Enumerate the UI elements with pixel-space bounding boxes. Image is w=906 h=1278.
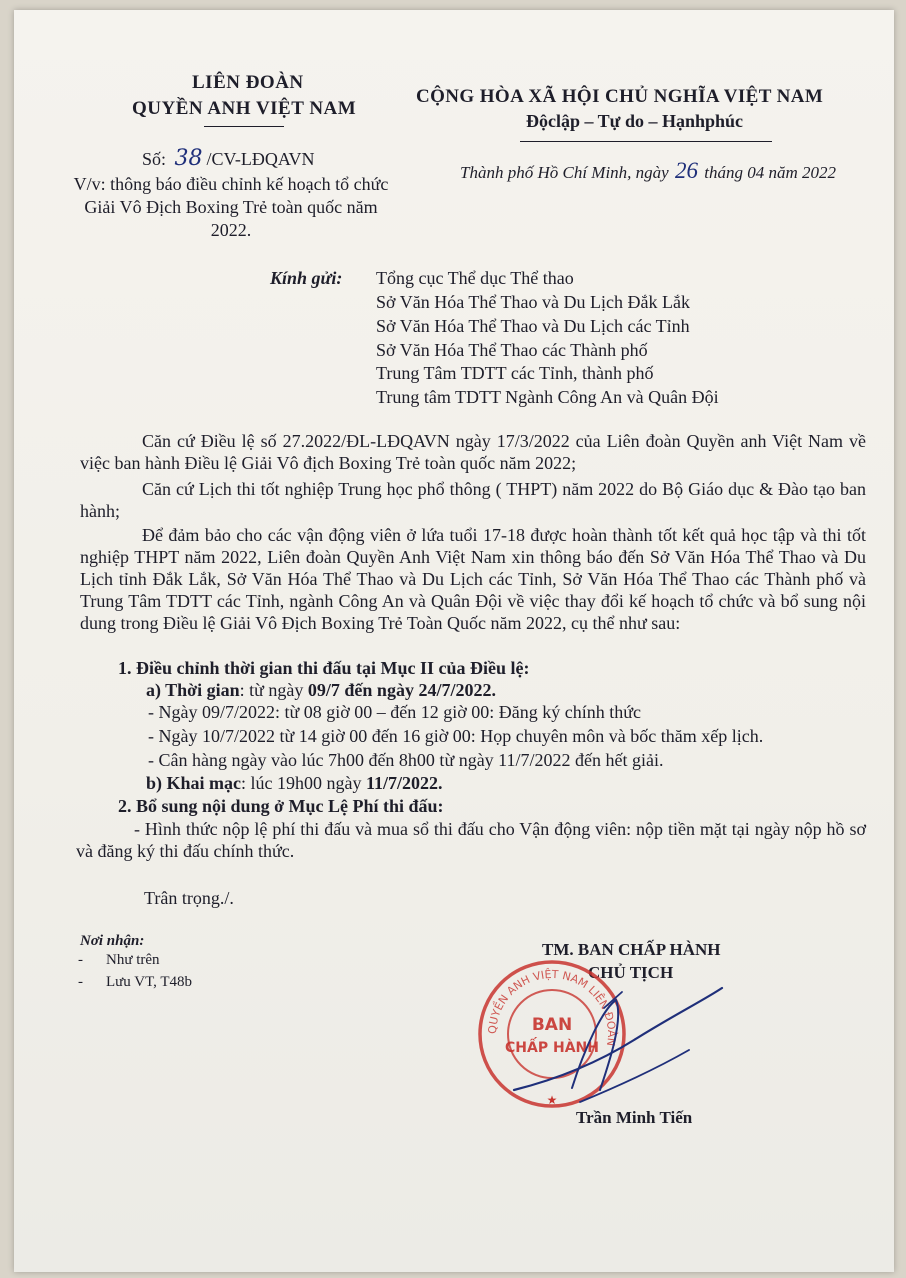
date-suffix: tháng 04 năm 2022 (704, 163, 836, 182)
schedule-line: - Ngày 09/7/2022: từ 08 giờ 00 – đến 12 giờ 00: Đăng ký chính thức (148, 702, 641, 722)
seal-center-line2: CHẤP HÀNH (505, 1040, 599, 1056)
recipient-item: Sở Văn Hóa Thể Thao các Thành phố (376, 340, 648, 360)
paragraph-legal-basis-2: Căn cứ Lịch thi tốt nghiệp Trung học phổ thông ( THPT) năm 2022 do Bộ Giáo dục & Đào tạo ban hành; (80, 479, 866, 521)
recipients-list-item: - Lưu VT, T48b (78, 974, 193, 990)
recipients-list-title: Nơi nhận: (80, 933, 145, 949)
recipient-item: Sở Văn Hóa Thể Thao và Du Lịch các Tỉnh (376, 316, 690, 336)
section-2-title: 2. Bổ sung nội dung ở Mục Lệ Phí thi đấu: (118, 796, 444, 816)
org-name-line1: LIÊN ĐOÀN (192, 72, 304, 93)
section-1b: b) Khai mạc: lúc 19h00 ngày 11/7/2022. (146, 773, 443, 793)
closing-text: Trân trọng./. (144, 888, 234, 908)
signature-role: CHỦ TỊCH (588, 963, 674, 982)
paragraph-legal-basis-1: Căn cứ Điều lệ số 27.2022/ĐL-LĐQAVN ngày 17/3/2022 của Liên đoàn Quyền anh Việt Nam về việc ban hành Điều lệ Giải Vô địch Boxing Trẻ toàn quốc năm 2022; (80, 431, 866, 473)
section-1a: a) Thời gian: từ ngày 09/7 đến ngày 24/7/2022. (146, 680, 496, 700)
document-page (14, 10, 894, 1272)
schedule-line: - Ngày 10/7/2022 từ 14 giờ 00 đến 16 giờ 00: Họp chuyên môn và bốc thăm xếp lịch. (148, 726, 764, 746)
document-subject: V/v: thông báo điều chỉnh kế hoạch tổ chức Giải Vô Địch Boxing Trẻ toàn quốc năm 2022. (73, 174, 389, 240)
seal-ring-text: QUYỀN ANH VIỆT NAM LIÊN ĐOÀN (485, 967, 619, 1047)
seal-star-icon: ★ (546, 1093, 558, 1107)
document-number-suffix: /CV-LĐQAVN (206, 149, 315, 169)
recipient-item: Trung Tâm TDTT các Tỉnh, thành phố (376, 363, 654, 383)
document-date (460, 158, 836, 184)
motto-underline (520, 141, 772, 142)
paragraph-purpose: Để đảm bảo cho các vận động viên ở lứa tuổi 17-18 được hoàn thành tốt kết quả học tập và thi tốt nghiệp THPT năm 2022, Liên đoàn Quyền Anh Việt Nam xin thông báo đến Sở Văn Hóa Thể Thao và Du Lịch tỉnh Đắk Lắk, Sở Văn Hóa Thể Thao và Du Lịch các Tỉnh, Sở Văn Hóa Thể Thao các Thành phố và Trung Tâm TDTT các Tỉnh, ngành Công An và Quân Đội về việc thay đổi kế hoạch tổ chức và bổ sung nội dung trong Điều lệ Giải Vô Địch Boxing Trẻ Toàn Quốc năm 2022, cụ thể như sau: (80, 525, 866, 633)
org-underline (204, 126, 284, 127)
handwritten-signature (484, 967, 744, 1120)
schedule-line: - Cân hàng ngày vào lúc 7h00 đến 8h00 từ ngày 11/7/2022 đến hết giải. (148, 750, 664, 770)
recipient-item: Tổng cục Thể dục Thể thao (376, 268, 574, 288)
recipients-list-item: - Như trên (78, 952, 160, 968)
signature-title: TM. BAN CHẤP HÀNH (542, 940, 721, 959)
signer-name: Trần Minh Tiến (576, 1108, 693, 1127)
national-motto: Độclập – Tự do – Hạnhphúc (526, 111, 744, 131)
recipients-label: Kính gửi: (270, 268, 343, 288)
document-number-handwritten: 38 (174, 146, 203, 171)
recipient-item: Sở Văn Hóa Thể Thao và Du Lịch Đắk Lắk (376, 292, 690, 312)
seal-center-line1: BAN (531, 1015, 573, 1035)
document-number (142, 146, 315, 171)
document-number-prefix: Số: (142, 149, 167, 169)
national-title: CỘNG HÒA XÃ HỘI CHỦ NGHĨA VIỆT NAM (416, 86, 824, 107)
date-prefix: Thành phố Hồ Chí Minh, ngày (460, 163, 669, 182)
section-1-title: 1. Điều chỉnh thời gian thi đấu tại Mục II của Điều lệ: (118, 658, 530, 678)
recipient-item: Trung tâm TDTT Ngành Công An và Quân Đội (376, 387, 719, 407)
section-2-text: - Hình thức nộp lệ phí thi đấu và mua sổ thi đấu cho Vận động viên: nộp tiền mặt tại ngày nộp hồ sơ và đăng ký thi đấu chính thức. (76, 819, 866, 861)
date-day-handwritten: 26 (674, 158, 698, 183)
org-name-line2: QUYỀN ANH VIỆT NAM (132, 98, 357, 119)
